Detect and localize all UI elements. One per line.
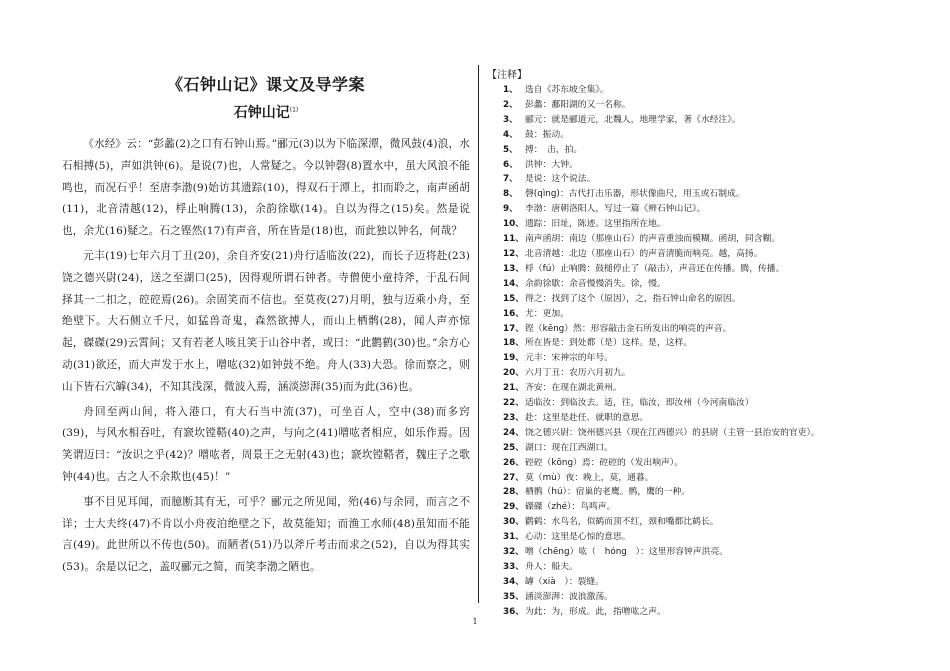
note-text: 所在皆是：到处都（是）这样。是，这样。	[525, 338, 693, 349]
note-number: 1、	[503, 85, 518, 95]
note-item	[503, 247, 907, 262]
note-text: 饶之德兴尉：饶州德兴县（现在江西德兴）的县尉（主管一县治安的官吏）。	[525, 427, 820, 438]
notes-heading: 【注释】	[487, 70, 527, 81]
article-title-note-marker: (1)	[289, 106, 299, 114]
note-number: 5、	[503, 144, 518, 155]
article-column	[62, 66, 470, 579]
note-number: 35、	[503, 591, 525, 602]
article-paragraph-1: 《水经》云：“彭蠡(2)之口有石钟山焉。”郦元(3)以为下临深潭，微风鼓(4)浪，水石相搏(5)，声如洪钟(6)。是说(7)也，人常疑之。今以钟磬(8)置水中，虽大风浪不能鸣也，而况石乎！至唐李渤(9)始访其遗踪(10)，得双石于潭上，扣而聆之，南声函胡(11)，北音清越(12)，桴止响腾(13)，余韵徐歇(14)。自以为得之(15)矣。然是说也，余尤(16)疑之。石之铿然(17)有声音，所在皆是(18)也，而此独以钟名，何哉？	[62, 138, 470, 238]
note-text: 是说：这个说法。	[525, 174, 596, 185]
note-item	[503, 485, 907, 500]
note-number: 27、	[503, 472, 525, 483]
note-number: 22、	[503, 398, 525, 409]
note-text: 齐安：在现在湖北黄州。	[525, 383, 622, 394]
note-number: 7、	[503, 174, 518, 185]
article-paragraph-3: 舟回至两山间，将入港口，有大石当中流(37)，可坐百人，空中(38)而多窍(39)，与风水相吞吐，有窾坎镗鞳(40)之声，与向之(41)噌吰者相应，如乐作焉。因笑谓迈曰：“汝识之乎(42)？噌吰者，周景王之无射(43)也；窾坎镗鞳者，魏庄子之歌钟(44)也。古之人不余欺也(45)！”	[62, 405, 470, 483]
note-item	[503, 336, 907, 351]
note-number: 21、	[503, 383, 525, 394]
note-item	[503, 366, 907, 381]
note-item	[503, 411, 907, 426]
note-number: 9、	[503, 204, 518, 215]
note-item	[503, 113, 907, 128]
note-text: 桴（fú）止响腾：鼓槌停止了（敲击），声音还在传播。腾，传播。	[525, 263, 785, 274]
note-item	[503, 351, 907, 366]
note-number: 25、	[503, 442, 525, 453]
note-number: 19、	[503, 353, 525, 364]
page-number: 1	[472, 617, 478, 626]
note-item	[503, 128, 907, 143]
note-item	[503, 590, 907, 605]
note-item	[503, 187, 907, 202]
note-number: 17、	[503, 323, 525, 334]
note-text: 搏： 击，拍。	[525, 144, 583, 155]
note-item	[503, 426, 907, 441]
note-item	[503, 158, 907, 173]
note-number: 18、	[503, 338, 525, 349]
note-item	[503, 456, 907, 471]
note-item	[503, 530, 907, 545]
note-item	[503, 575, 907, 590]
note-item	[503, 232, 907, 247]
note-item	[503, 202, 907, 217]
note-number: 3、	[503, 114, 518, 125]
note-item	[503, 396, 907, 411]
notes-column	[487, 66, 907, 620]
note-text: 得之：找到了这个（原因），之，指石钟山命名的原因。	[525, 293, 741, 304]
note-number: 4、	[503, 129, 518, 140]
note-text: 铿（kēng）然：形容敲击金石所发出的响亮的声音。	[525, 323, 732, 334]
note-item	[503, 322, 907, 337]
note-text: 鼓：振动。	[525, 129, 569, 140]
note-text: 北音清越：北边（那座山石）的声音清脆而响亮。越，高扬。	[525, 248, 763, 259]
note-number: 8、	[503, 189, 518, 200]
article-body	[62, 134, 470, 579]
note-text: 磬(qìng)：古代打击乐器，形状像曲尺，用玉或石制成。	[525, 189, 745, 200]
note-item	[503, 560, 907, 575]
note-number: 10、	[503, 219, 525, 230]
note-text: 鹳鹤：水鸟名，似鹤而顶不红，颈和嘴都比鹤长。	[525, 517, 719, 528]
note-item	[503, 471, 907, 486]
note-number: 2、	[503, 99, 518, 110]
article-paragraph-4: 事不目见耳闻，而臆断其有无，可乎？郦元之所见闻，殆(46)与余同，而言之不详；士大夫终(47)不肯以小舟夜泊绝壁之下，故莫能知；而渔工水师(48)虽知而不能言(49)。此世所以不传也(50)。而陋者(51)乃以斧斤考击而求之(52)，自以为得其实(53)。余是以记之，盖叹郦元之简，而笑李渤之陋也。	[62, 495, 470, 574]
note-number: 12、	[503, 248, 525, 259]
note-text: 栖鹘（hú）：宿巢的老鹰。鹘，鹰的一种。	[525, 487, 691, 498]
note-text: 彭蠡：鄱阳湖的又一名称。	[525, 99, 631, 110]
article-title	[62, 102, 470, 122]
note-number: 15、	[503, 293, 525, 304]
note-text: 尤：更加。	[525, 308, 569, 319]
note-text: 心动：这里是心惊的意思。	[525, 532, 631, 543]
note-number: 13、	[503, 263, 525, 274]
note-text: 李渤：唐朝洛阳人，写过一篇《辨石钟山记》。	[525, 204, 706, 215]
note-item	[503, 262, 907, 277]
note-item	[503, 515, 907, 530]
note-text: 洪钟：大钟。	[525, 159, 578, 170]
note-text: 余韵徐歇：余音慢慢消失。徐，慢。	[525, 278, 666, 289]
note-text: 莫（mù）夜：晚上，莫，通暮。	[525, 472, 654, 483]
note-number: 11、	[503, 234, 525, 245]
note-item	[503, 545, 907, 560]
note-number: 14、	[503, 278, 525, 289]
note-text: 罅（xià ）：裂缝。	[525, 576, 605, 587]
note-item	[503, 277, 907, 292]
note-item	[503, 83, 907, 98]
note-text: 遗踪：旧址，陈迹。这里指所在地。	[525, 219, 666, 230]
article-paragraph-2: 元丰(19)七年六月丁丑(20)，余自齐安(21)舟行适临汝(22)，而长子迈将赴(23)饶之德兴尉(24)，送之至湖口(25)，因得观所谓石钟者。寺僧使小童持斧，于乱石间择其一二扣之，硿硿焉(26)。余固笑而不信也。至莫夜(27)月明，独与迈乘小舟，至绝壁下。大石侧立千尺，如猛兽奇鬼，森然欲搏人，而山上栖鹘(28)，闻人声亦惊起，磔磔(29)云霄间；又有若老人咳且笑于山谷中者，或曰：“此鹳鹤(30)也。”余方心动(31)欲还，而大声发于水上，噌吰(32)如钟鼓不绝。舟人(33)大恐。徐而察之，则山下皆石穴罅(34)，不知其浅深，微波入焉，涵淡澎湃(35)而为此(36)也。	[62, 249, 470, 393]
notes-list	[487, 83, 907, 620]
note-item	[503, 217, 907, 232]
note-number: 29、	[503, 502, 525, 513]
note-text: 为此：为，形成。此，指噌吰之声。	[525, 606, 666, 617]
note-number: 30、	[503, 517, 525, 528]
note-text: 赴：这里是赴任、就职的意思。	[525, 412, 649, 423]
note-text: 噌（chēng）吰（ hóng ）：这里形容钟声洪亮。	[525, 547, 729, 558]
note-text: 舟人：船夫。	[525, 562, 578, 572]
note-number: 28、	[503, 487, 525, 498]
note-number: 23、	[503, 412, 525, 423]
note-text: 六月丁丑：农历六月初九。	[525, 368, 631, 379]
note-text: 适临汝：到临汝去。适，往，临汝，即汝州（今河南临汝）	[525, 398, 754, 409]
note-item	[503, 143, 907, 158]
note-item	[503, 500, 907, 515]
document-title: 《石钟山记》课文及导学案	[166, 75, 365, 94]
note-number: 26、	[503, 457, 525, 468]
note-number: 31、	[503, 532, 525, 543]
note-number: 36、	[503, 606, 525, 617]
note-number: 24、	[503, 427, 525, 438]
note-item	[503, 292, 907, 307]
note-number: 6、	[503, 159, 518, 170]
note-number: 32、	[503, 547, 525, 558]
note-item	[503, 98, 907, 113]
note-number: 34、	[503, 576, 525, 587]
note-item	[503, 381, 907, 396]
note-text: 湖口：现在江西湖口。	[525, 442, 613, 453]
note-item	[503, 307, 907, 322]
note-number: 20、	[503, 368, 525, 379]
note-text: 郦元：就是郦道元，北魏人，地理学家，著《水经注》。	[525, 114, 741, 125]
note-item	[503, 441, 907, 456]
column-divider	[478, 65, 479, 603]
note-text: 南声函胡：南边（那座山石）的声音重浊而模糊。函胡，同含糊。	[525, 234, 781, 245]
note-item	[503, 172, 907, 187]
note-text: 涵淡澎湃：波浪激荡。	[525, 591, 613, 602]
note-text: 磔磔（zhé）：鸟鸣声。	[525, 502, 616, 513]
note-text: 选自《苏东坡全集》。	[525, 85, 609, 95]
note-number: 16、	[503, 308, 525, 319]
note-text: 硿硿（kōng）焉：硿硿的（发出响声）。	[525, 457, 683, 468]
note-number: 33、	[503, 562, 525, 572]
note-text: 元丰：宋神宗的年号。	[525, 353, 613, 364]
article-title-text: 石钟山记	[233, 105, 290, 121]
